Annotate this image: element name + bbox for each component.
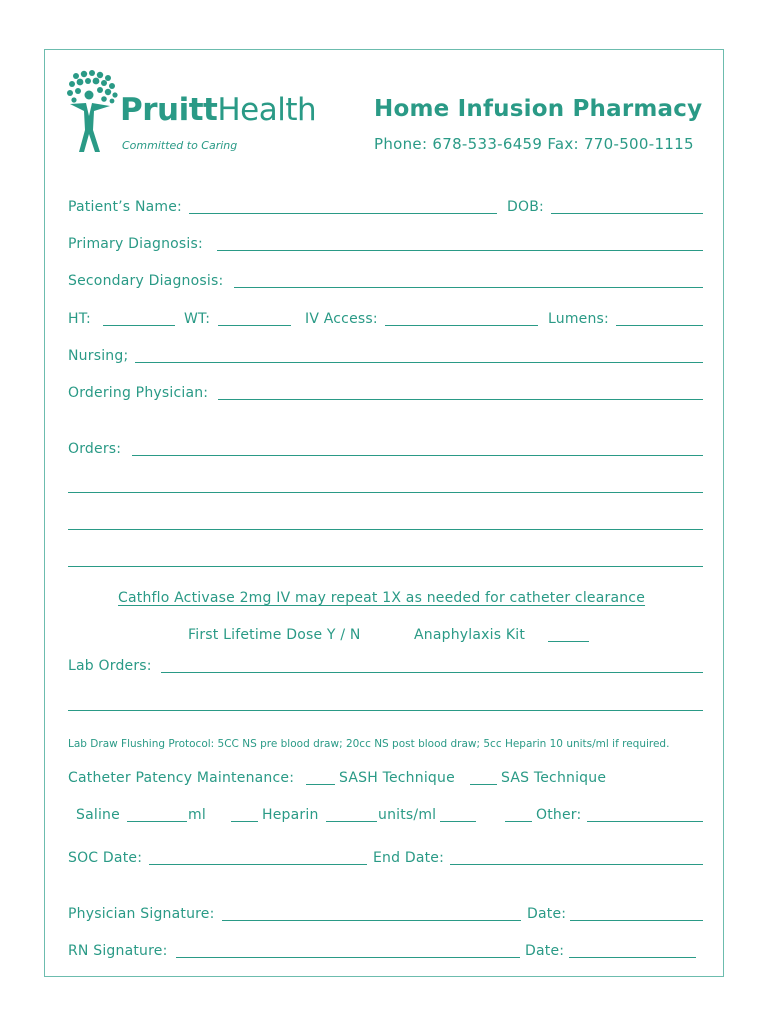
heparin-units-field[interactable] (440, 821, 476, 822)
iv-access-label: IV Access: (305, 311, 378, 327)
wt-label: WT: (184, 311, 211, 327)
flushing-protocol: Lab Draw Flushing Protocol: 5CC NS pre blood draw; 20cc NS post blood draw; 5cc Heparin 10 units/ml if required. (68, 738, 670, 750)
end-date-label: End Date: (373, 850, 445, 866)
nursing-field[interactable] (135, 362, 703, 363)
page-title: Home Infusion Pharmacy (374, 96, 703, 122)
secondary-diagnosis-label: Secondary Diagnosis: (68, 273, 224, 289)
ht-label: HT: (68, 311, 91, 327)
rn-signature-field[interactable] (176, 957, 520, 958)
form-border (44, 49, 724, 977)
sas-label: SAS Technique (501, 770, 607, 786)
lab-orders-label: Lab Orders: (68, 658, 152, 674)
anaphylaxis-label: Anaphylaxis Kit (414, 627, 526, 643)
ordering-physician-field[interactable] (218, 399, 703, 400)
patient-name-field[interactable] (189, 213, 497, 214)
soc-date-field[interactable] (149, 864, 367, 865)
brand-tagline: Committed to Caring (122, 139, 238, 152)
physician-date-field[interactable] (570, 920, 703, 921)
heparin-label: Heparin (262, 807, 319, 823)
rn-date-field[interactable] (569, 957, 696, 958)
ordering-physician-label: Ordering Physician: (68, 385, 209, 401)
primary-diagnosis-label: Primary Diagnosis: (68, 236, 203, 252)
patient-name-label: Patient’s Name: (68, 199, 182, 215)
anaphylaxis-field[interactable] (548, 641, 589, 642)
sash-field[interactable] (306, 784, 335, 785)
cathflo-instruction: Cathflo Activase 2mg IV may repeat 1X as needed for catheter clearance (118, 590, 646, 606)
rn-signature-label: RN Signature: (68, 943, 168, 959)
tree-person-icon (66, 70, 120, 156)
other-check-field[interactable] (505, 821, 532, 822)
lab-orders-line[interactable] (68, 710, 703, 711)
orders-field[interactable] (132, 455, 703, 456)
contact-info: Phone: 678-533-6459 Fax: 770-500-1115 (374, 135, 694, 153)
sas-field[interactable] (470, 784, 497, 785)
first-dose-label: First Lifetime Dose Y / N (188, 627, 361, 643)
orders-label: Orders: (68, 441, 122, 457)
dob-field[interactable] (551, 213, 703, 214)
saline-unit: ml (188, 807, 206, 823)
heparin-check-field[interactable] (231, 821, 258, 822)
brand-name: PruittHealth (120, 92, 317, 128)
wt-field[interactable] (218, 325, 291, 326)
soc-date-label: SOC Date: (68, 850, 143, 866)
end-date-field[interactable] (450, 864, 703, 865)
heparin-field[interactable] (326, 821, 377, 822)
rn-date-label: Date: (525, 943, 565, 959)
other-label: Other: (536, 807, 582, 823)
lumens-field[interactable] (616, 325, 703, 326)
patency-label: Catheter Patency Maintenance: (68, 770, 295, 786)
physician-signature-label: Physician Signature: (68, 906, 215, 922)
ht-field[interactable] (103, 325, 175, 326)
lab-orders-field[interactable] (161, 672, 703, 673)
orders-line[interactable] (68, 566, 703, 567)
saline-label: Saline (76, 807, 120, 823)
dob-label: DOB: (507, 199, 544, 215)
physician-signature-field[interactable] (222, 920, 521, 921)
orders-line[interactable] (68, 492, 703, 493)
orders-line[interactable] (68, 529, 703, 530)
physician-date-label: Date: (527, 906, 567, 922)
primary-diagnosis-field[interactable] (217, 250, 703, 251)
secondary-diagnosis-field[interactable] (234, 287, 703, 288)
saline-field[interactable] (127, 821, 187, 822)
sash-label: SASH Technique (339, 770, 455, 786)
other-field[interactable] (587, 821, 703, 822)
nursing-label: Nursing; (68, 348, 129, 364)
lumens-label: Lumens: (548, 311, 609, 327)
iv-access-field[interactable] (385, 325, 538, 326)
heparin-unit: units/ml (378, 807, 437, 823)
